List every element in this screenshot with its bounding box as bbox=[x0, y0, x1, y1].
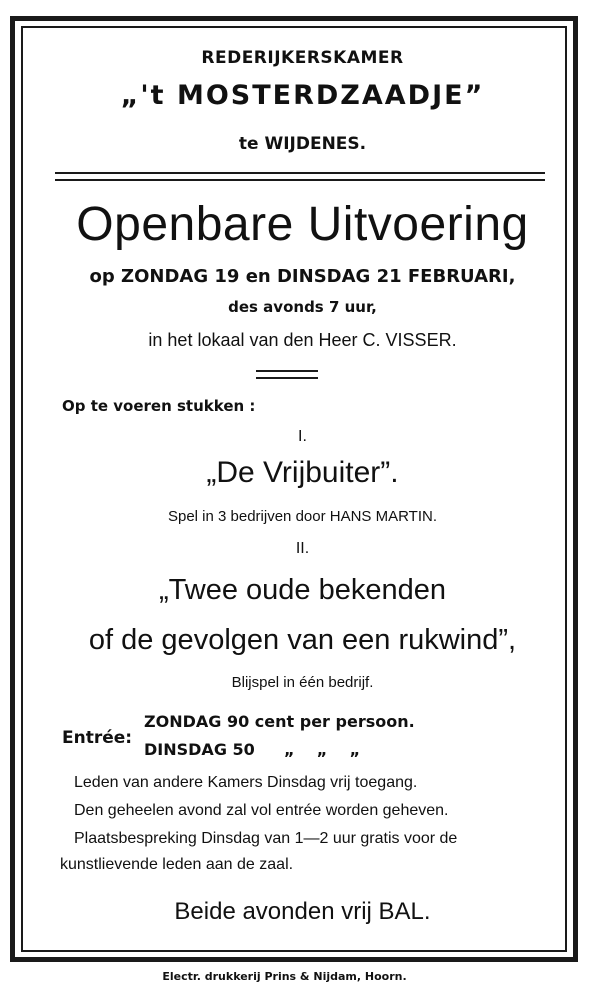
note-line: Plaatsbespreking Dinsdag van 1—2 uur gratis voor de bbox=[74, 830, 458, 847]
program-heading: Op te voeren stukken : bbox=[62, 397, 256, 415]
piece-title: „De Vrijbuiter”. bbox=[206, 456, 399, 489]
admission-sunday: ZONDAG 90 cent per persoon. bbox=[144, 712, 415, 731]
section-rule bbox=[256, 370, 318, 379]
society-name: „'t MOSTERDZAADJE” bbox=[120, 80, 485, 111]
piece-number: II. bbox=[295, 540, 310, 557]
note-line: Den geheelen avond zal vol entrée worden geheven. bbox=[74, 802, 449, 819]
note-line: Leden van andere Kamers Dinsdag vrij toegang. bbox=[74, 774, 418, 791]
closing-announcement: Beide avonden vrij BAL. bbox=[174, 898, 431, 925]
admission-ditto-marks: „ „ „ bbox=[284, 740, 361, 759]
piece-description: Spel in 3 bedrijven door HANS MARTIN. bbox=[167, 508, 437, 525]
header-rule bbox=[55, 172, 545, 181]
event-venue: in het lokaal van den Heer C. VISSER. bbox=[148, 330, 457, 350]
printer-credit: Electr. drukkerij Prins & Nijdam, Hoorn. bbox=[162, 970, 407, 983]
note-line: kunstlievende leden aan de zaal. bbox=[60, 856, 294, 873]
admission-label: Entrée: bbox=[62, 728, 133, 748]
piece-title: „Twee oude bekenden bbox=[159, 574, 446, 606]
event-time: des avonds 7 uur, bbox=[228, 298, 377, 316]
event-dates: op ZONDAG 19 en DINSDAG 21 FEBRUARI, bbox=[89, 266, 516, 287]
society-place: te WIJDENES. bbox=[238, 134, 367, 154]
admission-tuesday: DINSDAG 50 bbox=[144, 740, 255, 759]
event-title: Openbare Uitvoering bbox=[76, 198, 529, 251]
society-label: REDERIJKERSKAMER bbox=[201, 48, 404, 68]
piece-number: I. bbox=[298, 428, 307, 445]
piece-description: Blijspel in één bedrijf. bbox=[231, 674, 374, 691]
piece-title-continued: of de gevolgen van een rukwind”, bbox=[88, 624, 517, 656]
